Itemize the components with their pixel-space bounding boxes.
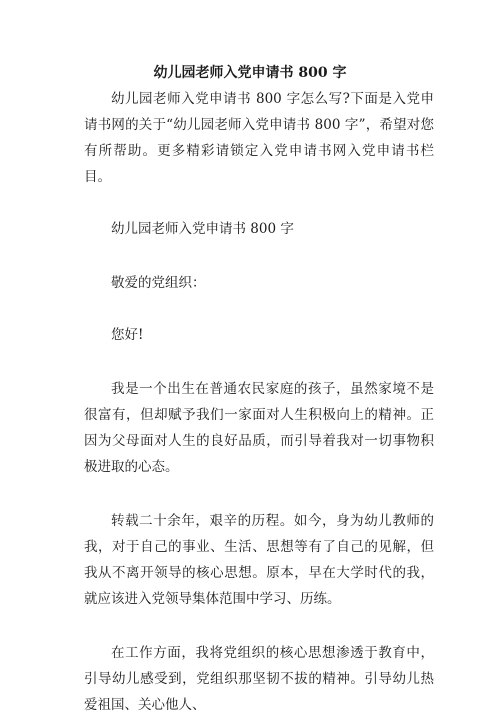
salutation: 敬爱的党组织： <box>111 275 206 291</box>
spacer <box>84 612 434 640</box>
greeting: 您好! <box>111 327 144 343</box>
spacer <box>84 480 434 508</box>
spacer <box>84 348 434 376</box>
letter-subtitle: 幼儿园老师入党申请书 800 字 <box>111 221 294 237</box>
body-paragraph-3: 在工作方面，我将党组织的核心思想渗透于教育中，引导幼儿感受到，党组织那坚韧不拔的精神。引导幼儿热爱祖国、关心他人、 <box>84 645 434 713</box>
spacer <box>84 242 434 270</box>
spacer <box>84 296 434 322</box>
spacer <box>84 190 434 216</box>
body-paragraph-1: 我是一个出生在普通农民家庭的孩子，虽然家境不是很富有，但却赋予我们一家面对人生积极向上的精神。正因为父母面对人生的良好品质，而引导着我对一切事物积极进取的心态。 <box>84 381 434 475</box>
body-paragraph-2: 转载二十余年，艰辛的历程。如今，身为幼儿教师的我，对于自己的事业、生活、思想等有了自己的见解，但我从不离开领导的核心思想。原本，早在大学时代的我，就应该进入党领导集体范围中学习、历练。 <box>84 513 434 607</box>
document-title: 幼儿园老师入党申请书 800 字 <box>153 65 347 81</box>
intro-paragraph: 幼儿园老师入党申请书 800 字怎么写?下面是入党申请书网的关于“幼儿园老师入党申请书 800 字”，希望对您有所帮助。更多精彩请锁定入党申请书网入党申请书栏目。 <box>84 91 434 185</box>
